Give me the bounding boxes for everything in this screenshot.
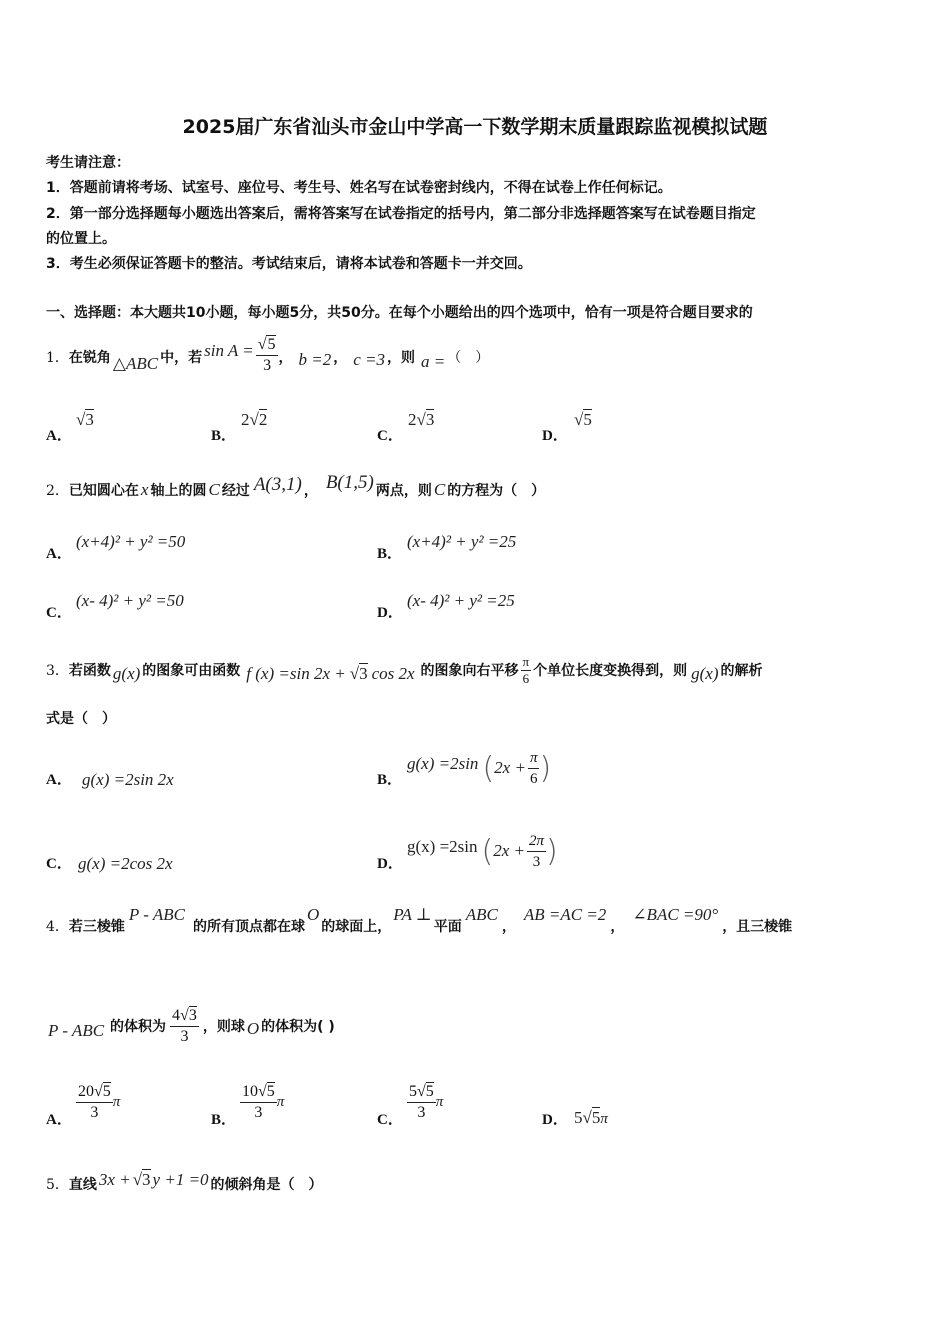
- q4-angle: ∠BAC =90°: [632, 905, 719, 924]
- q1-comma-1: ，: [278, 350, 293, 366]
- question-number: 4．: [46, 919, 69, 935]
- q1-option-c: 2√3: [408, 410, 435, 429]
- q2-text-1: 已知圆心在: [68, 483, 139, 499]
- notice-item-1: 1．答题前请将考场、试室号、座位号、考生号、姓名写在试卷密封线内，不得在试卷上作任何标记。: [46, 180, 672, 196]
- option-c-label: C．: [46, 856, 72, 872]
- q2-point-b: B(1,5): [325, 472, 374, 493]
- q4-comma-2: ，: [610, 919, 625, 935]
- q3-text-5: 的解析: [720, 663, 763, 679]
- q4-pa: PA ⊥: [393, 905, 432, 924]
- q1-paren: （ ）: [447, 350, 490, 366]
- q3-shift-fraction: $\frac{\pi}{6}$: [522, 653, 530, 686]
- q1-option-a: √3: [76, 410, 94, 429]
- section-heading: 一、选择题：本大题共10小题，每小题5分，共50分。在每个小题给出的四个选项中，恰有一项是符合题目要求的: [46, 305, 753, 321]
- q2-comma: ，: [303, 483, 318, 499]
- q1-sqrt5: 5: [267, 335, 276, 353]
- q4-ab-ac: AB =AC =2: [523, 905, 607, 924]
- question-number: 2．: [46, 483, 69, 499]
- option-d-label: D．: [377, 605, 403, 621]
- q2-text-4: 两点，则: [375, 483, 432, 499]
- option-c-label: C．: [46, 605, 72, 621]
- q4-pabc: P - ABC: [128, 905, 185, 924]
- option-c-label: C．: [377, 1112, 403, 1128]
- q4-pabc-2: P - ABC: [48, 1021, 105, 1040]
- q4-comma-1: ，: [501, 919, 516, 935]
- q3-text-3: 的图象向右平移: [420, 663, 519, 679]
- question-2: [46, 472, 545, 508]
- option-b-label: B．: [211, 428, 237, 444]
- q3-option-b: g(x) =2sin ( 2x + $\frac{\pi}{6}$ ): [407, 749, 552, 787]
- q3-option-a: g(x) =2sin 2x: [82, 770, 174, 789]
- q1-text-2: 中，若: [160, 350, 203, 366]
- q1-fraction: $\frac{√5}{3}$: [256, 335, 279, 376]
- q4-option-b: $\frac{10√5}{3}$ π: [242, 1083, 285, 1121]
- q1-option-d: √5: [574, 410, 592, 429]
- question-4-cont: [46, 1000, 335, 1052]
- option-b-label: B．: [377, 546, 403, 562]
- q1-option-b: 2√2: [241, 410, 268, 429]
- q5-sqrt3: √3: [132, 1170, 151, 1189]
- q4-o: O: [306, 905, 320, 924]
- q1-den: 3: [263, 356, 272, 374]
- q3-g-2: g(x): [691, 664, 719, 683]
- option-a-label: A．: [46, 772, 72, 788]
- q1-triangle: △ABC: [112, 354, 159, 373]
- q4-text-10: 的体积为( ): [261, 1019, 335, 1035]
- q4-text-1: 若三棱锥: [68, 919, 125, 935]
- q4-text-7: ，且三棱锥: [722, 919, 793, 935]
- q3-f: f (x) =sin 2x +: [246, 664, 346, 683]
- q1-sin-a: sin A =: [204, 341, 254, 360]
- q4-o-2: O: [246, 1019, 260, 1038]
- q4-option-d: 5√5π: [574, 1108, 608, 1127]
- q1-then: ，则: [387, 350, 415, 366]
- option-d-label: D．: [377, 856, 403, 872]
- q2-c: C: [208, 480, 220, 499]
- question-4: [46, 904, 792, 948]
- q3-g: g(x): [112, 664, 141, 683]
- q1-b: b =2: [298, 350, 332, 369]
- q4-text-2: 的所有顶点都在球: [192, 919, 305, 935]
- q2-text-5: 的方程为（ ）: [447, 483, 546, 499]
- q5-eq-1: 3x +: [98, 1170, 131, 1189]
- q3-text-6: 式是（ ）: [46, 711, 116, 727]
- option-c-label: C．: [377, 428, 403, 444]
- notice-heading: 考生请注意：: [46, 155, 130, 171]
- q3-option-c: g(x) =2cos 2x: [78, 854, 173, 873]
- question-number: 3．: [46, 663, 69, 679]
- q5-eq-2: y +1 =0: [152, 1170, 209, 1189]
- q4-text-9: ，则球: [202, 1019, 245, 1035]
- q3-text-1: 若函数: [68, 663, 111, 679]
- q3-f-cos: cos 2x: [371, 664, 415, 683]
- q1-text-1: 在锐角: [68, 350, 111, 366]
- q4-option-a: $\frac{20√5}{3}$ π: [78, 1083, 121, 1121]
- notice-item-3: 3．考生必须保证答题卡的整洁。考试结束后，请将本试卷和答题卡一并交回。: [46, 256, 532, 272]
- q2-option-a: (x+4)² + y² =50: [76, 532, 186, 551]
- option-b-label: B．: [211, 1112, 237, 1128]
- q4-text-3: 的球面上，: [321, 919, 392, 935]
- question-1: [46, 332, 489, 382]
- q1-c: c =3: [353, 350, 385, 369]
- q2-x: x: [140, 480, 149, 499]
- q1-a: a =: [421, 352, 446, 371]
- q4-abc: ABC: [465, 905, 498, 924]
- q1-options: [46, 408, 906, 442]
- q2-option-b: (x+4)² + y² =25: [407, 532, 517, 551]
- option-a-label: A．: [46, 428, 72, 444]
- exam-title: 2025届广东省汕头市金山中学高一下数学期末质量跟踪监视模拟试题: [182, 116, 768, 138]
- q2-option-c: (x- 4)² + y² =50: [76, 591, 184, 610]
- q2-c-2: C: [433, 480, 446, 499]
- question-5: [46, 1166, 323, 1202]
- q4-option-c: $\frac{5√5}{3}$ π: [409, 1083, 444, 1121]
- q2-text-3: 经过: [221, 483, 250, 499]
- question-number: 5．: [46, 1177, 69, 1193]
- option-d-label: D．: [542, 1112, 568, 1128]
- q1-comma-2: ，: [333, 350, 348, 366]
- q3-option-d: g(x) =2sin ( 2x + $\frac{2\pi}{3}$ ): [407, 832, 558, 870]
- q2-text-2: 轴上的圆: [150, 483, 207, 499]
- q2-point-a: A(3,1): [253, 474, 302, 495]
- q4-text-4: 平面: [433, 919, 462, 935]
- q5-text-1: 直线: [68, 1177, 97, 1193]
- question-number: 1．: [46, 350, 69, 366]
- option-d-label: D．: [542, 428, 568, 444]
- q5-text-2: 的倾斜角是（ ）: [210, 1177, 323, 1193]
- q3-text-2: 的图象可由函数: [142, 663, 241, 679]
- notice-item-2: 2．第一部分选择题每小题选出答案后，需将答案写在试卷指定的括号内，第二部分非选择题答案写在试卷题目指定: [46, 206, 756, 222]
- q4-volume-fraction: $\frac{4√3}{3}$: [172, 1006, 197, 1045]
- q4-text-8: 的体积为: [110, 1019, 167, 1035]
- option-a-label: A．: [46, 1112, 72, 1128]
- q3-text-4: 个单位长度变换得到，则: [533, 663, 688, 679]
- option-b-label: B．: [377, 772, 403, 788]
- q3-f-sqrt: √3: [349, 664, 368, 683]
- q2-option-d: (x- 4)² + y² =25: [407, 591, 515, 610]
- option-a-label: A．: [46, 546, 72, 562]
- notice-item-2-cont: 的位置上。: [46, 231, 116, 247]
- question-3: [46, 648, 916, 692]
